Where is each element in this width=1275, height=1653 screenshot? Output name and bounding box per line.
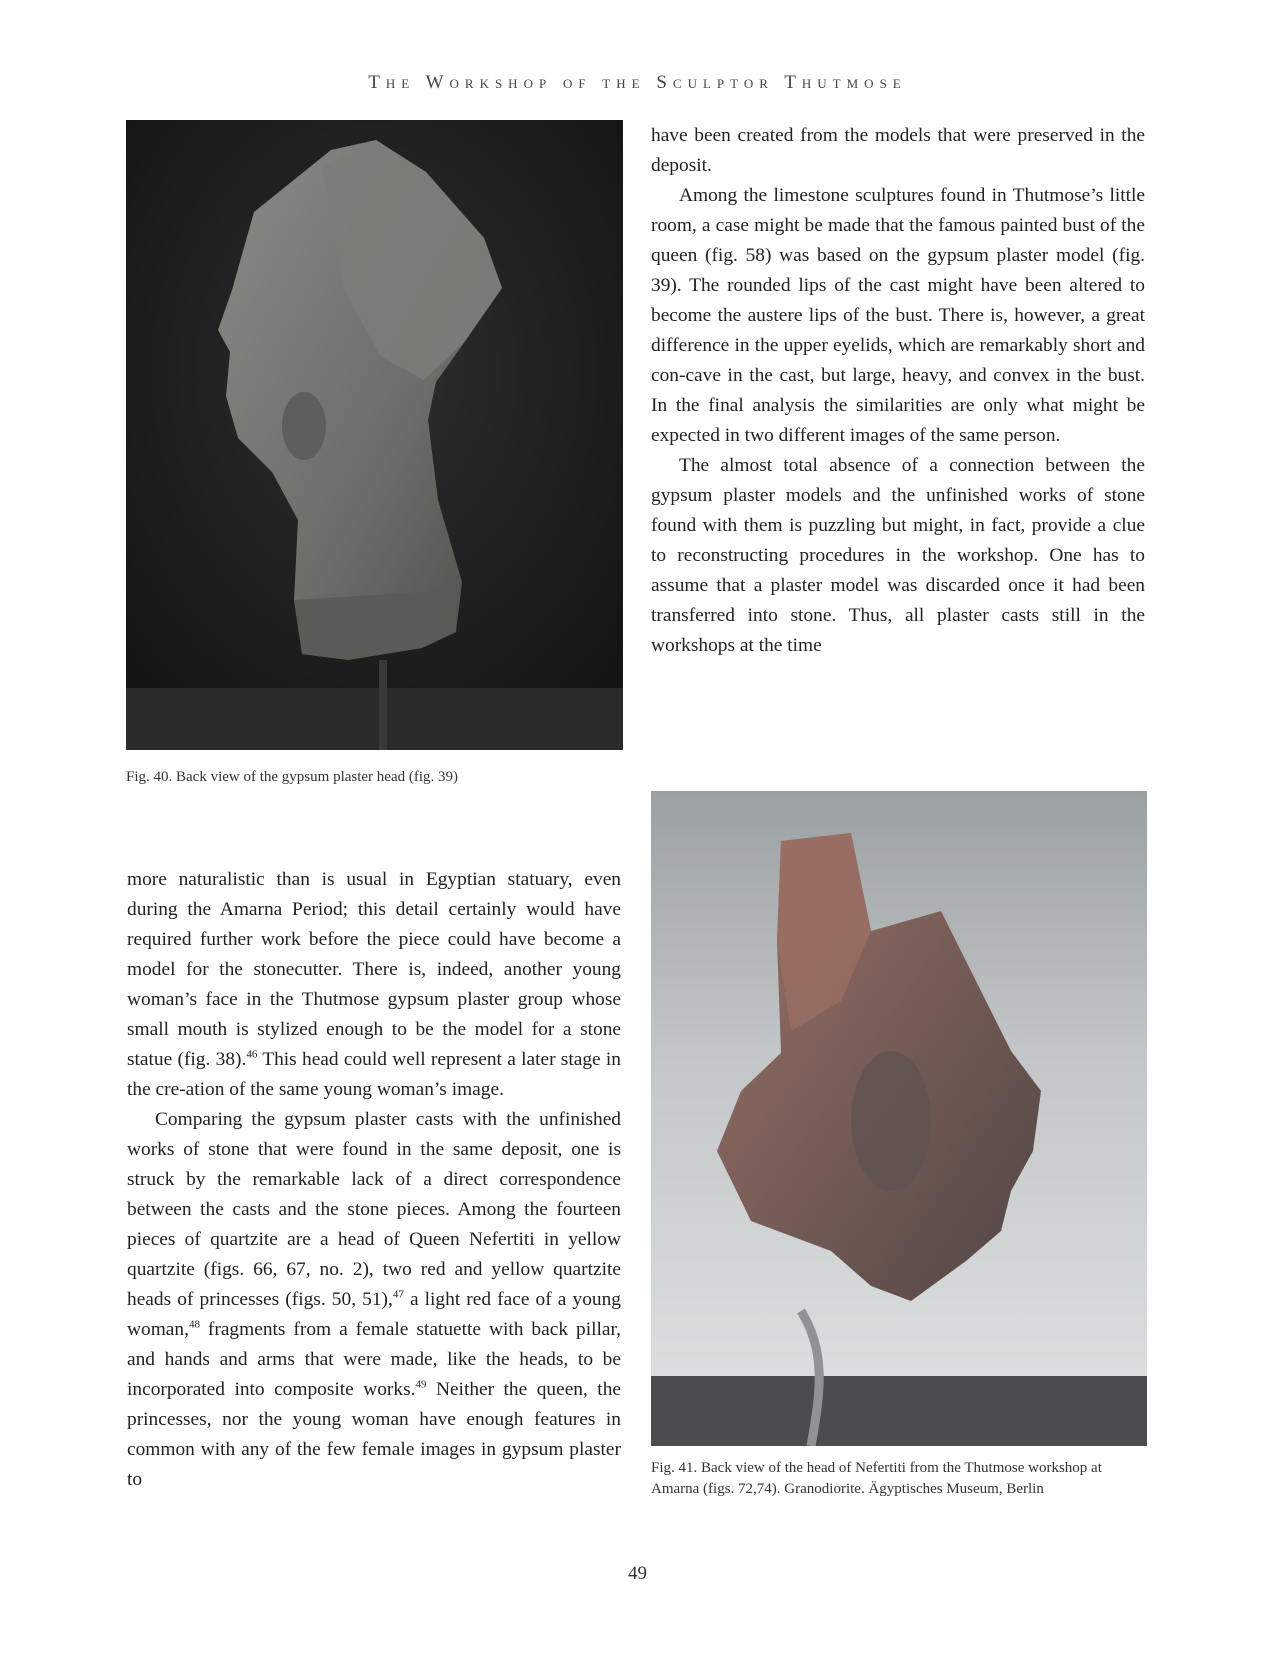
paragraph: more naturalistic than is usual in Egyptian statuary, even during the Amarna Period; this detail certainly would have required further work before the piece could have become a model for the stonecutter. There is, indeed, another young woman’s face in the Thutmose gypsum plaster group whose small mouth is stylized enough to be the model for a stone statue (fig. 38).$^{46}$ This head could well represent a later stage in the cre-ation of the same young woman’s image. (127, 869, 622, 1100)
figure-41-photo (651, 791, 1147, 1446)
figure-41-caption: Fig. 41. Back view of the head of Nefertiti from the Thutmose workshop at Amarna (figs. 72,74). Granodiorite. Ägyptisches Museum, Berlin (651, 1460, 1102, 1497)
footnote-ref: 47 (392, 1288, 404, 1301)
footnote-ref: 48 (188, 1318, 200, 1331)
paragraph: have been created from the models that were preserved in the deposit. (651, 125, 1145, 176)
paragraph: Among the limestone sculptures found in Thutmose’s little room, a case might be made that the famous painted bust of the queen (fig. 58) was based on the gypsum plaster model (fig. 39). The rounded lips of the cast might have been altered to become the austere lips of the bust. There is, however, a great difference in the upper eyelids, which are remarkably short and con-cave in the cast, but large, heavy, and convex in the bust. In the final analysis the similarities are only what might be expected in two different images of the same person. (651, 185, 1145, 446)
paragraph: Comparing the gypsum plaster casts with the unfinished works of stone that were found in the same deposit, one is struck by the remarkable lack of a direct correspondence between the casts and the stone pieces. Among the fourteen pieces of quartzite are a head of Queen Nefertiti in yellow quartzite (figs. 66, 67, no. 2), two red and yellow quartzite heads of princesses (figs. 50, 51),$^{47}$ a light red face of a young woman,$^{48}$ fragments from a female statuette with back pillar, and hands and arms that were made, like the heads, to be incorporated into composite works.$^{49}$ Neither the queen, the princesses, nor the young woman have enough features in common with any of the few female images in gypsum plaster to (127, 1109, 621, 1490)
right-column-text (651, 121, 1145, 661)
page-number: 49 (628, 1563, 647, 1584)
granodiorite-head-illustration (651, 791, 1147, 1446)
footnote-ref: 46 (246, 1048, 258, 1061)
figure-40-caption: Fig. 40. Back view of the gypsum plaster head (fig. 39) (126, 769, 459, 785)
running-head: The Workshop of the Sculptor Thutmose (368, 72, 907, 93)
paragraph: The almost total absence of a connection between the gypsum plaster models and the unfinished works of stone found with them is puzzling but might, in fact, provide a clue to reconstructing procedures in the workshop. One has to assume that a plaster model was discarded once it had been transferred into stone. Thus, all plaster casts still in the workshops at the time (651, 455, 1145, 656)
figure-40-photo (126, 120, 623, 750)
footnote-ref: 49 (415, 1378, 427, 1391)
left-column-text (127, 865, 621, 1495)
plaster-head-illustration (126, 120, 623, 750)
